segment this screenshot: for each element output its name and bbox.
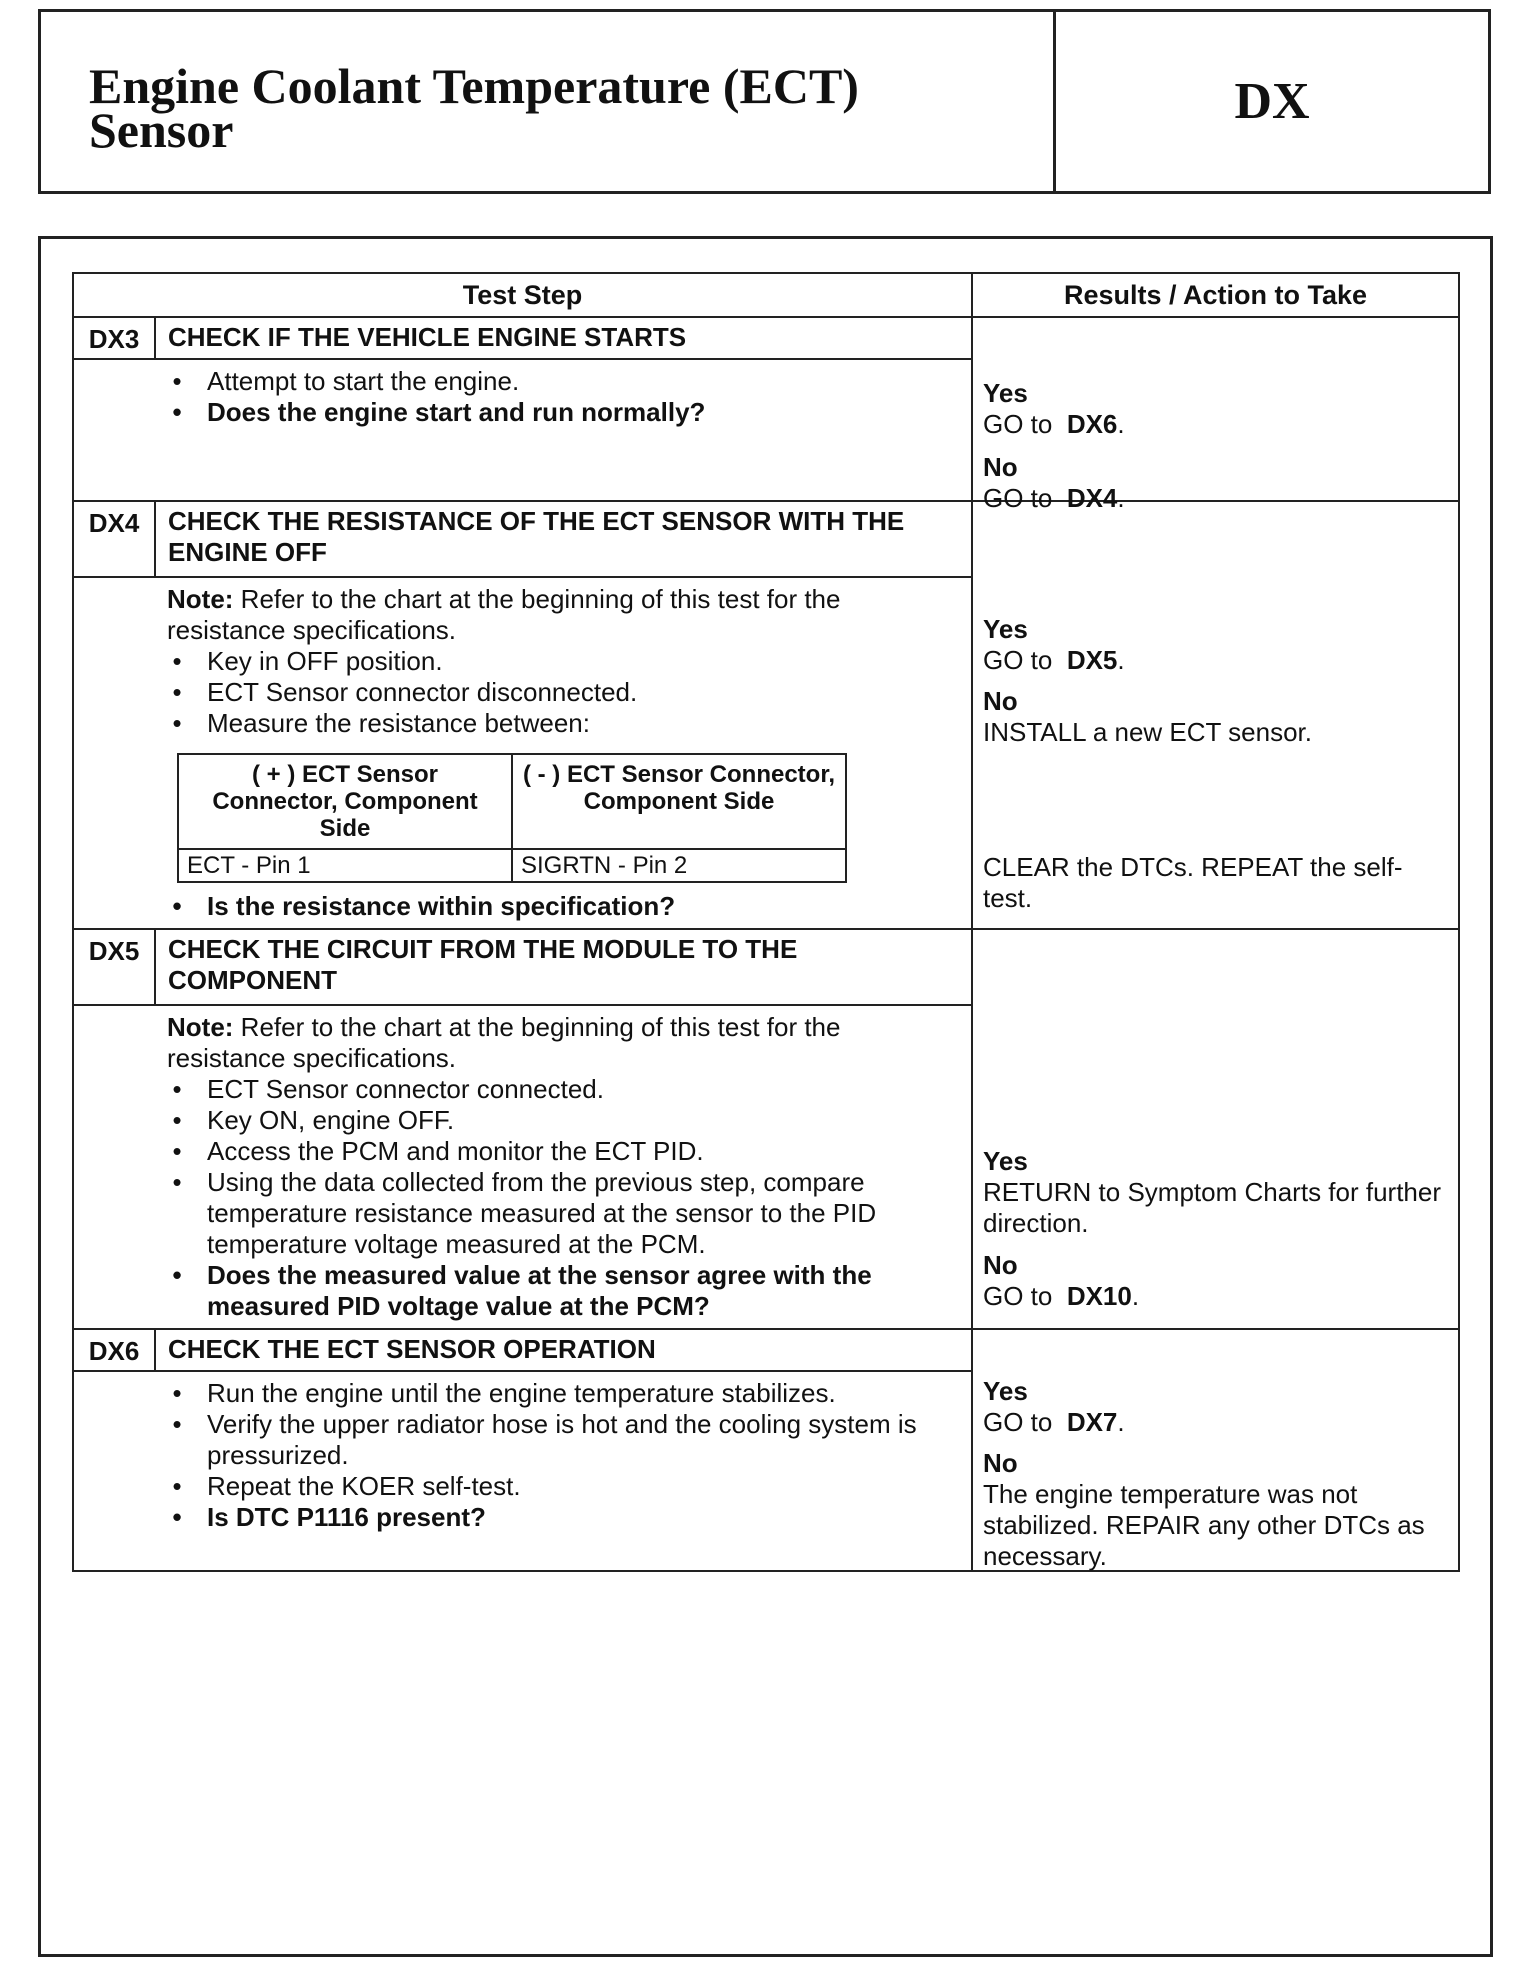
step-note: [167, 1012, 959, 1074]
list-item: • Key in OFF position.: [207, 646, 959, 677]
section-code: DX: [1234, 73, 1310, 130]
result-no: [983, 686, 1448, 748]
step-question: • Does the measured value at the sensor agree with the measured PID voltage value at the PCM?: [207, 1260, 959, 1322]
pin-header-positive: ( + ) ECT Sensor Connector, Component Side: [178, 754, 512, 849]
list-item: • Access the PCM and monitor the ECT PID.: [207, 1136, 959, 1167]
step-list: [167, 891, 959, 922]
title-cell: [41, 12, 1056, 191]
code-cell: [1056, 12, 1488, 191]
result-yes: Yes GO to DX5.: [983, 614, 1448, 676]
title-line-2: Sensor: [89, 102, 234, 158]
yes-label: Yes: [983, 378, 1028, 408]
step-body: [155, 1005, 972, 1329]
yes-target: DX7: [1066, 1407, 1118, 1437]
result-yes: Yes GO to DX6.: [983, 378, 1448, 440]
note-text: Refer to the chart at the beginning of this test for the resistance specifications.: [167, 1012, 841, 1073]
page-title: [89, 58, 1053, 158]
pin-positive: ECT - Pin 1: [178, 849, 512, 882]
step-id: DX5: [73, 929, 155, 1005]
yes-target: DX6: [1066, 409, 1118, 439]
yes-label: Yes: [983, 1146, 1028, 1176]
no-label: No: [983, 452, 1018, 482]
col-header-test-step: Test Step: [73, 273, 972, 317]
no-action: The engine temperature was not stabilized. REPAIR any other DTCs as necessary.: [983, 1479, 1425, 1571]
step-id: DX6: [73, 1329, 155, 1371]
step-body: [155, 577, 972, 929]
list-item: • Using the data collected from the previous step, compare temperature resistance measured at the sensor to the PID temperature voltage measured at the PCM.: [207, 1167, 959, 1260]
no-label: No: [983, 1250, 1018, 1280]
step-results: [972, 1329, 1459, 1571]
step-title-row: [73, 317, 1459, 359]
step-question: • Is the resistance within specification?: [207, 891, 959, 922]
note-label: Note:: [167, 584, 234, 614]
pin-negative: SIGRTN - Pin 2: [512, 849, 846, 882]
yes-action: RETURN to Symptom Charts for further direction.: [983, 1177, 1441, 1238]
list-item: • Key ON, engine OFF.: [207, 1105, 959, 1136]
pin-table: [177, 753, 847, 883]
step-question: • Is DTC P1116 present?: [207, 1502, 959, 1533]
result-yes: [983, 1146, 1448, 1239]
yes-label: Yes: [983, 1376, 1028, 1406]
result-followup: CLEAR the DTCs. REPEAT the self-test.: [983, 852, 1403, 913]
step-title: CHECK THE CIRCUIT FROM THE MODULE TO THE COMPONENT: [155, 929, 972, 1005]
yes-target: DX5: [1066, 645, 1118, 675]
result-no: No GO to DX10.: [983, 1250, 1448, 1312]
note-label: Note:: [167, 1012, 234, 1042]
list-item: • Attempt to start the engine.: [207, 366, 959, 397]
list-item: • ECT Sensor connector disconnected.: [207, 677, 959, 708]
step-title-row: [73, 929, 1459, 1005]
step-title-row: [73, 501, 1459, 577]
result-no: [983, 1448, 1448, 1572]
no-action: GO to: [983, 1281, 1053, 1311]
no-target: DX10: [1066, 1281, 1132, 1311]
step-list: [167, 646, 959, 739]
step-title: CHECK IF THE VEHICLE ENGINE STARTS: [155, 317, 972, 359]
step-body: [155, 359, 972, 501]
step-list: [167, 366, 959, 428]
yes-label: Yes: [983, 614, 1028, 644]
table-header-row: [73, 273, 1459, 317]
step-list: [167, 1074, 959, 1322]
step-title: CHECK THE RESISTANCE OF THE ECT SENSOR WITH THE ENGINE OFF: [155, 501, 972, 577]
step-results: [972, 929, 1459, 1329]
step-body: [155, 1371, 972, 1571]
list-item: • Measure the resistance between:: [207, 708, 959, 739]
no-label: No: [983, 1448, 1018, 1478]
yes-action: GO to: [983, 645, 1053, 675]
step-note: [167, 584, 959, 646]
step-id: DX3: [73, 317, 155, 359]
no-label: No: [983, 686, 1018, 716]
no-action: GO to: [983, 483, 1053, 513]
step-title-row: [73, 1329, 1459, 1371]
test-step-table: [72, 272, 1460, 1572]
list-item: • Repeat the KOER self-test.: [207, 1471, 959, 1502]
result-no: No GO to DX4.: [983, 452, 1448, 514]
page-header: [38, 9, 1491, 194]
no-target: DX4: [1066, 483, 1118, 513]
yes-action: GO to: [983, 409, 1053, 439]
list-item: • ECT Sensor connector connected.: [207, 1074, 959, 1105]
title-line-1: Engine Coolant Temperature (ECT): [89, 58, 859, 114]
result-yes: Yes GO to DX7.: [983, 1376, 1448, 1438]
note-text: Refer to the chart at the beginning of this test for the resistance specifications.: [167, 584, 841, 645]
step-results: [972, 501, 1459, 929]
step-list: [167, 1378, 959, 1533]
yes-action: GO to: [983, 1407, 1053, 1437]
list-item: • Verify the upper radiator hose is hot and the cooling system is pressurized.: [207, 1409, 959, 1471]
no-action: INSTALL a new ECT sensor.: [983, 717, 1312, 747]
step-results: [972, 317, 1459, 513]
step-title: CHECK THE ECT SENSOR OPERATION: [155, 1329, 972, 1371]
col-header-results: Results / Action to Take: [972, 273, 1459, 317]
step-question: • Does the engine start and run normally?: [207, 397, 959, 428]
pin-header-negative: ( - ) ECT Sensor Connector, Component Side: [512, 754, 846, 849]
step-id: DX4: [73, 501, 155, 577]
list-item: • Run the engine until the engine temperature stabilizes.: [207, 1378, 959, 1409]
